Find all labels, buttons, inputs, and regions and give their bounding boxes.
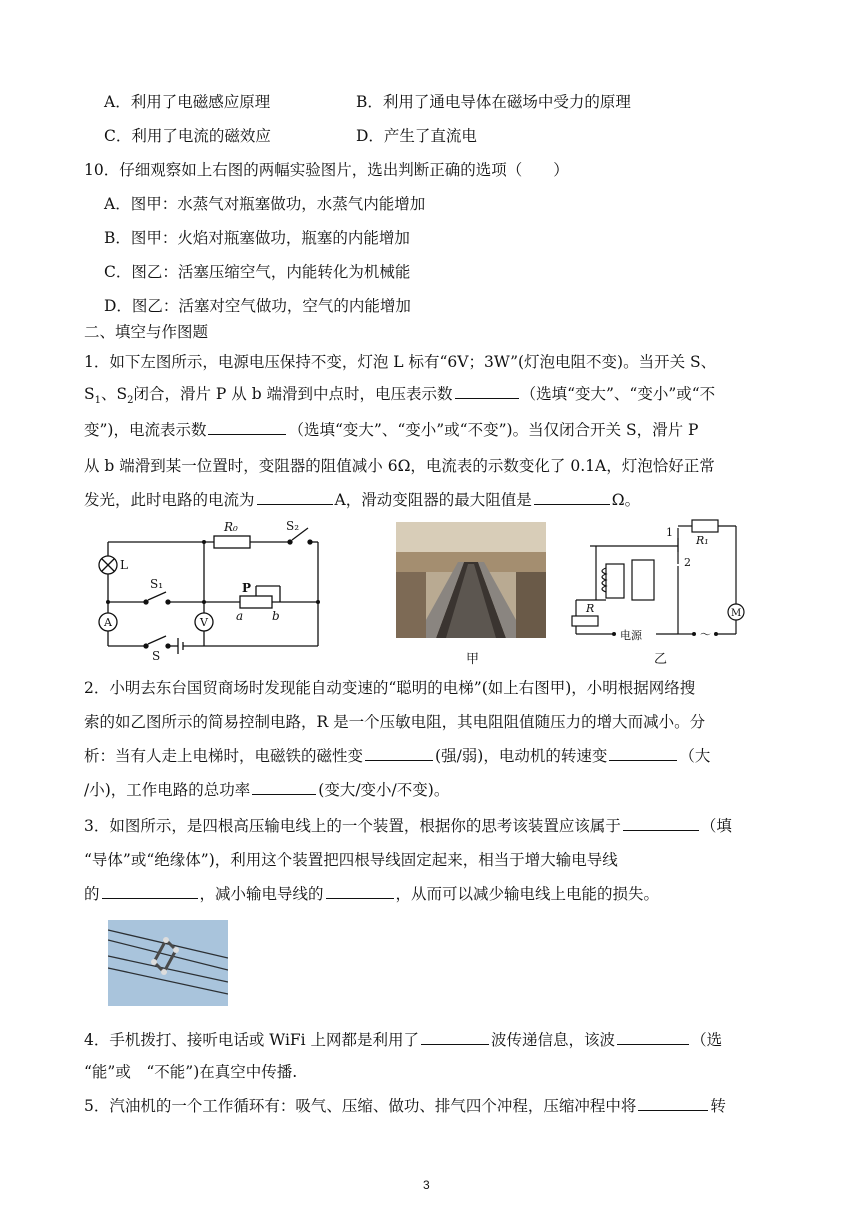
escalator-photo <box>396 522 546 638</box>
motor-icon: M <box>731 608 742 619</box>
q10-option-d: D．图乙：活塞对空气做功，空气的内能增加 <box>104 297 411 315</box>
label-r: R <box>586 602 595 615</box>
answer-blank[interactable] <box>257 490 333 505</box>
q2-line-4: /小)，工作电路的总功率 (变大/变小/不变)。 <box>84 781 450 799</box>
q9-option-c: C．利用了电流的磁效应 <box>104 127 271 145</box>
label-p: P <box>242 581 252 595</box>
section-title: 二、填空与作图题 <box>84 323 209 341</box>
answer-blank[interactable] <box>326 884 394 899</box>
q4-line-1: 4．手机拨打、接听电话或 WiFi 上网都是利用了 波传递信息，该波 （选 <box>84 1031 723 1049</box>
label-s2: S₂ <box>286 519 300 533</box>
q3-line-3: 的 ，减小输电导线的 ，从而可以减少输电线上电能的损失。 <box>84 885 660 903</box>
answer-blank[interactable] <box>252 780 316 795</box>
circuit-diagram <box>96 518 336 660</box>
answer-blank[interactable] <box>638 1096 708 1111</box>
q1-line-1: 1．如下左图所示，电源电压保持不变，灯泡 L 标有“6V；3W”(灯泡电阻不变)。当开关 S、 <box>84 353 717 371</box>
label-contact-1: 1 <box>666 526 673 539</box>
q9-option-d: D．产生了直流电 <box>356 127 477 145</box>
answer-blank[interactable] <box>365 746 433 761</box>
q1-line-2: $S_1$、$S_2$闭合，滑片 P 从 b 端滑到中点时，电压表示数 （选填“变大”、“变小”或“不 <box>84 385 716 407</box>
label-contact-2: 2 <box>684 556 691 569</box>
answer-blank[interactable] <box>534 490 610 505</box>
answer-blank[interactable] <box>208 420 286 435</box>
answer-blank[interactable] <box>455 384 519 399</box>
label-a: a <box>236 609 244 623</box>
q3-line-1: 3．如图所示，是四根高压输电线上的一个装置，根据你的思考该装置应该属于 （填 <box>84 817 732 835</box>
q10-option-a: A．图甲：水蒸气对瓶塞做功，水蒸气内能增加 <box>104 195 426 213</box>
caption-yi: 乙 <box>654 652 668 667</box>
label-b: b <box>272 609 280 623</box>
answer-blank[interactable] <box>421 1030 489 1045</box>
q2-line-2: 索的如乙图所示的简易控制电路，R 是一个压敏电阻，其电阻阻值随压力的增大而减小。分 <box>84 713 706 731</box>
answer-blank[interactable] <box>623 816 699 831</box>
answer-blank[interactable] <box>609 746 677 761</box>
label-l: L <box>120 558 128 572</box>
q10-option-c: C．图乙：活塞压缩空气，内能转化为机械能 <box>104 263 411 281</box>
page-number: 3 <box>423 1178 430 1192</box>
power-line-spacer-photo <box>108 920 228 1006</box>
answer-blank[interactable] <box>617 1030 689 1045</box>
q4-line-2: “能”或 “不能”)在真空中传播. <box>84 1063 298 1081</box>
relay-circuit-diagram <box>566 516 752 646</box>
q2-line-3: 析：当有人走上电梯时，电磁铁的磁性变 (强/弱)，电动机的转速变 （大 <box>84 747 711 765</box>
answer-blank[interactable] <box>102 884 198 899</box>
label-power: 电源 <box>620 629 642 642</box>
label-r1: R₁ <box>696 534 709 547</box>
label-s: S <box>152 649 161 660</box>
label-r0: R₀ <box>224 520 238 534</box>
ammeter-icon: A <box>104 616 112 629</box>
q9-option-b: B．利用了通电导体在磁场中受力的原理 <box>356 93 631 111</box>
q10-option-b: B．图甲：火焰对瓶塞做功，瓶塞的内能增加 <box>104 229 410 247</box>
q1-line-4: 从 b 端滑到某一位置时，变阻器的阻值减小 6Ω，电流表的示数变化了 0.1A，灯泡恰好正常 <box>84 457 715 475</box>
voltmeter-icon: V <box>200 616 208 629</box>
q1-line-5: 发光，此时电路的电流为 A，滑动变阻器的最大阻值是 Ω。 <box>84 491 641 509</box>
q9-option-a: A．利用了电磁感应原理 <box>104 93 271 111</box>
q5-line-1: 5．汽油机的一个工作循环有：吸气、压缩、做功、排气四个冲程，压缩冲程中将 转 <box>84 1097 726 1115</box>
q10-stem: 10．仔细观察如上右图的两幅实验图片，选出判断正确的选项（ ） <box>84 161 569 179</box>
q1-line-3: 变”)，电流表示数 （选填“变大”、“变小”或“不变”)。当仅闭合开关 S，滑片 P <box>84 421 699 439</box>
caption-jia: 甲 <box>466 652 480 667</box>
q2-line-1: 2．小明去东台国贸商场时发现能自动变速的“聪明的电梯”(如上右图甲)，小明根据网络搜 <box>84 679 696 697</box>
q3-line-2: “导体”或“绝缘体”)，利用这个装置把四根导线固定起来，相当于增大输电导线 <box>84 851 618 869</box>
ac-symbol: ～ <box>700 628 711 641</box>
label-s1: S₁ <box>150 577 164 591</box>
